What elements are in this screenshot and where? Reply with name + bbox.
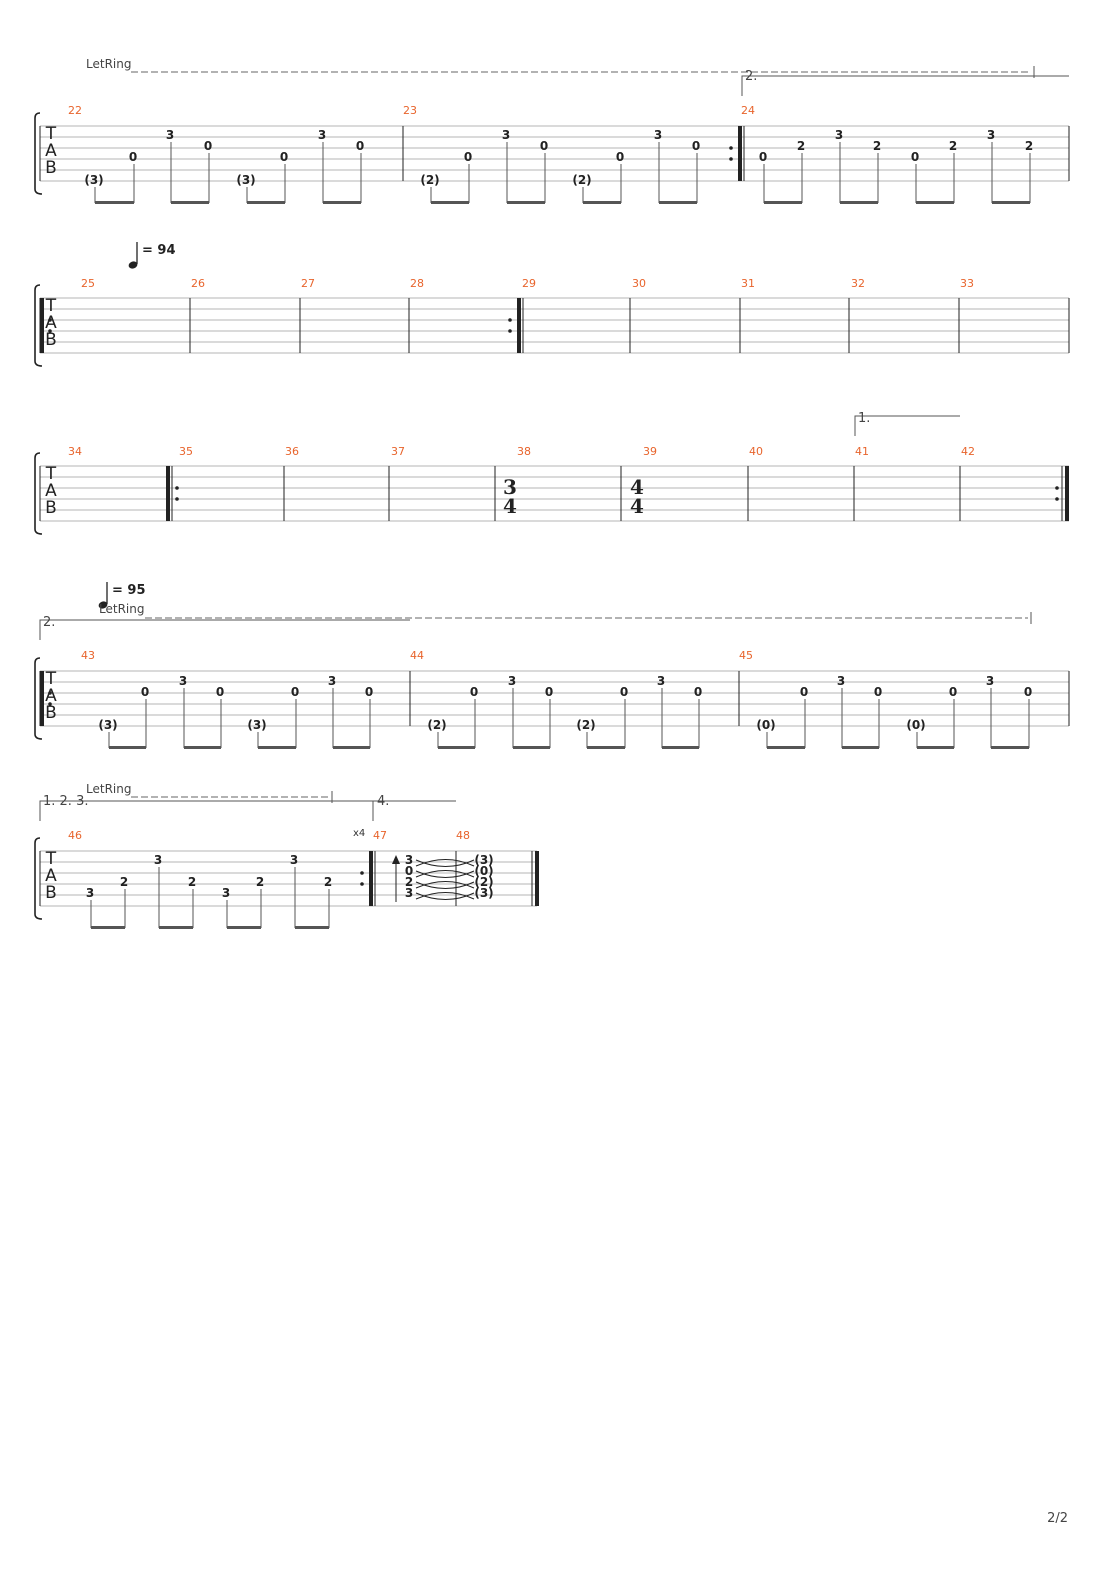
measure-number: 33: [960, 277, 974, 290]
measure-number: 44: [410, 649, 424, 662]
measure-number: 42: [961, 445, 975, 458]
fret-number: 3: [985, 674, 995, 688]
beam: [659, 201, 697, 204]
tie-curve: [416, 893, 474, 900]
fret-number: 3: [178, 674, 188, 688]
volta-label: 2.: [745, 69, 758, 84]
tie-curve: [416, 882, 474, 889]
measure-number: 40: [749, 445, 763, 458]
chord-fret: (3): [474, 886, 494, 900]
fret-number: 3: [317, 128, 327, 142]
fret-number: (2): [420, 173, 440, 187]
notation-layer: [45, 124, 1033, 903]
beam: [662, 746, 699, 749]
beam: [323, 201, 361, 204]
beam: [917, 746, 954, 749]
volta-bracket: [40, 801, 373, 821]
measure-number: 24: [741, 104, 755, 117]
chord-fret: 0: [404, 864, 414, 878]
letring-label: LetRing: [86, 782, 132, 796]
fret-number: (0): [906, 718, 926, 732]
repeat-dot: [1055, 486, 1059, 490]
tab-clef-letter: B: [45, 158, 57, 178]
repeat-dot: [729, 146, 733, 150]
fret-number: 3: [653, 128, 663, 142]
fret-number: (2): [576, 718, 596, 732]
chord-fret: 3: [404, 886, 414, 900]
thick-barline: [166, 466, 170, 521]
measure-number: 25: [81, 277, 95, 290]
fret-number: 3: [85, 886, 95, 900]
tab-clef-letter: B: [45, 330, 57, 350]
fret-number: 3: [656, 674, 666, 688]
time-signature-top: 3: [503, 475, 517, 499]
beam: [91, 926, 125, 929]
tab-clef-letter: T: [45, 124, 57, 144]
fret-number: 3: [153, 853, 163, 867]
fret-number: 0: [355, 139, 365, 153]
beam: [109, 746, 146, 749]
time-signature-bottom: 4: [630, 494, 644, 518]
fret-number: 0: [279, 150, 289, 164]
volta-bracket: [742, 76, 1069, 96]
fret-number: 0: [693, 685, 703, 699]
tab-clef-letter: T: [45, 849, 57, 869]
fret-number: 3: [327, 674, 337, 688]
volta-label: 4.: [377, 794, 390, 809]
beam: [513, 746, 550, 749]
thick-barline: [1065, 466, 1069, 521]
fret-number: 0: [1023, 685, 1033, 699]
repeat-dot: [729, 157, 733, 161]
system-bracket: [35, 113, 42, 194]
measure-number: 41: [855, 445, 869, 458]
letring-label: LetRing: [86, 57, 132, 71]
repeat-dot: [360, 871, 364, 875]
time-signature-top: 4: [630, 475, 644, 499]
measure-number: 36: [285, 445, 299, 458]
fret-number: 2: [255, 875, 265, 889]
tab-clef-letter: T: [45, 296, 57, 316]
tab-clef-letter: B: [45, 703, 57, 723]
volta-bracket: [40, 620, 410, 640]
measure-number: 35: [179, 445, 193, 458]
beam: [431, 201, 469, 204]
fret-number: 0: [290, 685, 300, 699]
tempo-marking: = 94: [142, 243, 176, 258]
measure-number: 32: [851, 277, 865, 290]
fret-number: 0: [619, 685, 629, 699]
fret-number: 3: [165, 128, 175, 142]
beam: [583, 201, 621, 204]
fret-number: 0: [463, 150, 473, 164]
tab-clef-letter: A: [45, 313, 57, 333]
measure-number: 23: [403, 104, 417, 117]
beam: [247, 201, 285, 204]
thick-barline: [535, 851, 539, 906]
measure-number: 48: [456, 829, 470, 842]
beam: [227, 926, 261, 929]
fret-number: 0: [948, 685, 958, 699]
fret-number: 2: [187, 875, 197, 889]
page-number: 2/2: [1047, 1511, 1068, 1526]
chord-fret: (3): [474, 853, 494, 867]
tie-curve: [416, 871, 474, 878]
fret-number: (3): [84, 173, 104, 187]
chord-fret: (2): [474, 875, 494, 889]
fret-number: 2: [119, 875, 129, 889]
tab-clef-letter: A: [45, 686, 57, 706]
fret-number: 0: [203, 139, 213, 153]
volta-bracket: [855, 416, 960, 436]
fret-number: (3): [98, 718, 118, 732]
fret-number: 3: [986, 128, 996, 142]
tie-curve: [416, 860, 474, 867]
fret-number: 3: [507, 674, 517, 688]
system-bracket: [35, 838, 42, 919]
beam: [95, 201, 134, 204]
repeat-dot: [1055, 497, 1059, 501]
tab-clef-letter: T: [45, 669, 57, 689]
tab-clef-letter: A: [45, 141, 57, 161]
fret-number: 0: [215, 685, 225, 699]
fret-number: 2: [796, 139, 806, 153]
thick-barline: [517, 298, 521, 353]
beam: [184, 746, 221, 749]
measure-number: 29: [522, 277, 536, 290]
measure-number: 38: [517, 445, 531, 458]
fret-number: 3: [836, 674, 846, 688]
thick-barline: [40, 298, 44, 353]
fret-number: 2: [948, 139, 958, 153]
fret-number: 0: [539, 139, 549, 153]
volta-label: 1.: [858, 411, 871, 426]
fret-number: 0: [910, 150, 920, 164]
measure-number: 37: [391, 445, 405, 458]
strum-arrow-head: [392, 855, 400, 864]
fret-number: 0: [691, 139, 701, 153]
chord-fret: 2: [404, 875, 414, 889]
tempo-marking: = 95: [112, 583, 146, 598]
thick-barline: [738, 126, 742, 181]
chord-fret: 3: [404, 853, 414, 867]
beam: [916, 201, 954, 204]
repeat-dot: [175, 497, 179, 501]
fret-number: (2): [572, 173, 592, 187]
measure-number: 34: [68, 445, 82, 458]
fret-number: (0): [756, 718, 776, 732]
beam: [258, 746, 296, 749]
fret-number: 0: [544, 685, 554, 699]
fret-number: 0: [140, 685, 150, 699]
tab-clef-letter: A: [45, 481, 57, 501]
fret-number: (2): [427, 718, 447, 732]
measure-number: 22: [68, 104, 82, 117]
repeat-dot: [508, 318, 512, 322]
fret-number: 0: [615, 150, 625, 164]
fret-number: 0: [469, 685, 479, 699]
fret-number: 0: [758, 150, 768, 164]
system-bracket: [35, 453, 42, 534]
beam: [767, 746, 805, 749]
measure-number: 47: [373, 829, 387, 842]
beam: [842, 746, 879, 749]
volta-label: 1. 2. 3.: [43, 794, 89, 809]
beam: [992, 201, 1030, 204]
measure-number: 26: [191, 277, 205, 290]
tab-clef-letter: A: [45, 866, 57, 886]
fret-number: 2: [872, 139, 882, 153]
measure-number: 31: [741, 277, 755, 290]
fret-number: 0: [364, 685, 374, 699]
repeat-count: x4: [353, 828, 366, 839]
fret-number: 0: [128, 150, 138, 164]
beam: [295, 926, 329, 929]
time-signature-bottom: 4: [503, 494, 517, 518]
beam: [171, 201, 209, 204]
measure-number: 27: [301, 277, 315, 290]
fret-number: 2: [1024, 139, 1034, 153]
fret-number: 3: [834, 128, 844, 142]
fret-number: 0: [873, 685, 883, 699]
fret-number: 3: [289, 853, 299, 867]
beam: [159, 926, 193, 929]
tab-clef-letter: B: [45, 498, 57, 518]
measure-number: 43: [81, 649, 95, 662]
repeat-dot: [360, 882, 364, 886]
beam: [587, 746, 625, 749]
fret-number: 3: [221, 886, 231, 900]
thick-barline: [40, 671, 44, 726]
tab-clef-letter: B: [45, 883, 57, 903]
chord-fret: (0): [474, 864, 494, 878]
beam: [991, 746, 1029, 749]
measure-number: 46: [68, 829, 82, 842]
repeat-dot: [508, 329, 512, 333]
measure-number: 30: [632, 277, 646, 290]
beam: [840, 201, 878, 204]
tab-clef-letter: T: [45, 464, 57, 484]
letring-label: LetRing: [99, 602, 145, 616]
volta-label: 2.: [43, 615, 56, 630]
fret-number: 3: [501, 128, 511, 142]
measure-number: 39: [643, 445, 657, 458]
beam: [438, 746, 475, 749]
fret-number: (3): [247, 718, 267, 732]
beam: [764, 201, 802, 204]
measure-number: 45: [739, 649, 753, 662]
staff-lines: [35, 66, 1069, 929]
beam: [507, 201, 545, 204]
fret-number: 2: [323, 875, 333, 889]
fret-number: (3): [236, 173, 256, 187]
fret-number: 0: [799, 685, 809, 699]
thick-barline: [369, 851, 373, 906]
beam: [333, 746, 370, 749]
measure-number: 28: [410, 277, 424, 290]
repeat-dot: [175, 486, 179, 490]
